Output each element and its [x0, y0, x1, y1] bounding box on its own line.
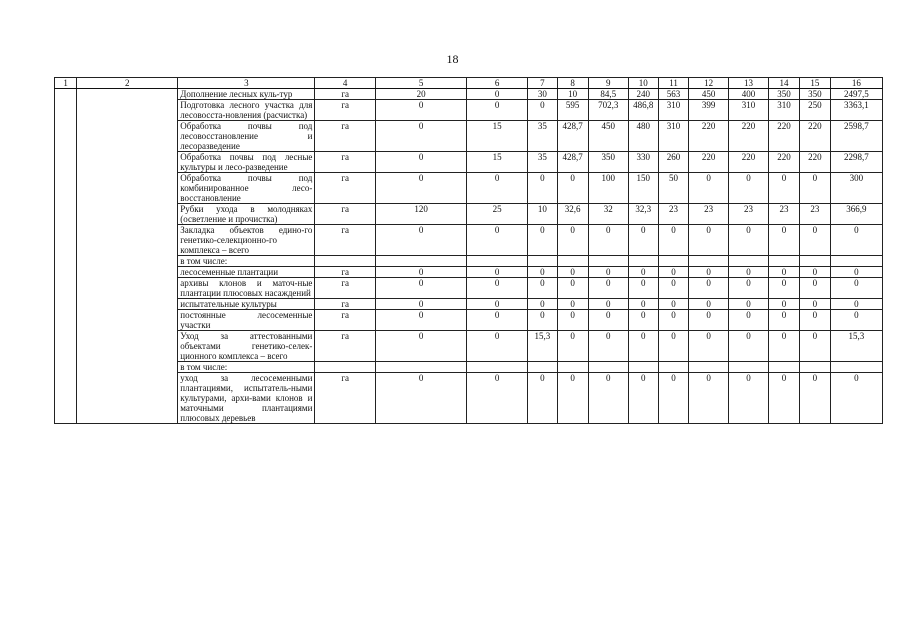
column-header-5: 5: [375, 78, 466, 89]
value-cell-col8: [557, 256, 588, 267]
value-cell-col11: [658, 362, 689, 373]
value-cell-col6: 0: [467, 331, 528, 362]
table-row: [55, 152, 883, 173]
value-cell-col15: [799, 256, 830, 267]
table-row: [55, 256, 883, 267]
column-header-13: 13: [728, 78, 768, 89]
value-cell-col10: [628, 256, 658, 267]
value-cell-col11: 50: [658, 173, 689, 204]
value-cell-col14: 0: [769, 310, 800, 331]
column-header-15: 15: [799, 78, 830, 89]
value-cell-col12: 450: [689, 89, 728, 100]
row-name-cell: постоянные лесосеменные участки: [178, 310, 315, 331]
value-cell-col6: [467, 256, 528, 267]
unit-cell: га: [315, 89, 376, 100]
value-cell-col15: 0: [799, 173, 830, 204]
value-cell-col13: 220: [728, 152, 768, 173]
table-row: [55, 331, 883, 362]
empty-cell-col1: [55, 100, 77, 121]
value-cell-col13: 310: [728, 100, 768, 121]
value-cell-col16: 0: [830, 299, 882, 310]
table-row: [55, 121, 883, 152]
row-name-cell: Подготовка лесного участка для лесовосста-новления (расчистка): [178, 100, 315, 121]
value-cell-col7: 30: [527, 89, 557, 100]
value-cell-col13: 0: [728, 173, 768, 204]
value-cell-col14: 0: [769, 278, 800, 299]
column-header-2: 2: [77, 78, 178, 89]
empty-cell-col2: [77, 152, 178, 173]
column-header-1: 1: [55, 78, 77, 89]
value-cell-col15: 0: [799, 225, 830, 256]
empty-cell-col2: [77, 278, 178, 299]
value-cell-col16: [830, 362, 882, 373]
value-cell-col15: 23: [799, 204, 830, 225]
empty-cell-col2: [77, 331, 178, 362]
unit-cell: га: [315, 373, 376, 424]
value-cell-col11: 0: [658, 373, 689, 424]
value-cell-col6: 0: [467, 267, 528, 278]
row-name-cell: Уход за аттестованными объектами генетико-селек-ционного комплекса – всего: [178, 331, 315, 362]
unit-cell: га: [315, 173, 376, 204]
column-header-4: 4: [315, 78, 376, 89]
value-cell-col16: 300: [830, 173, 882, 204]
empty-cell-col1: [55, 225, 77, 256]
value-cell-col5: [375, 256, 466, 267]
value-cell-col15: 0: [799, 373, 830, 424]
table-row: [55, 278, 883, 299]
empty-cell-col1: [55, 256, 77, 267]
value-cell-col11: 0: [658, 310, 689, 331]
empty-cell-col1: [55, 173, 77, 204]
value-cell-col9: 0: [588, 331, 628, 362]
value-cell-col15: 0: [799, 267, 830, 278]
value-cell-col9: 0: [588, 299, 628, 310]
column-header-3: 3: [178, 78, 315, 89]
table-row: [55, 225, 883, 256]
header-row: [55, 78, 883, 89]
value-cell-col15: 220: [799, 152, 830, 173]
empty-cell-col2: [77, 204, 178, 225]
value-cell-col16: 15,3: [830, 331, 882, 362]
row-name-cell: испытательные культуры: [178, 299, 315, 310]
value-cell-col13: 0: [728, 225, 768, 256]
value-cell-col11: [658, 256, 689, 267]
empty-cell-col2: [77, 225, 178, 256]
value-cell-col15: [799, 362, 830, 373]
value-cell-col8: 0: [557, 173, 588, 204]
column-header-11: 11: [658, 78, 689, 89]
value-cell-col16: 366,9: [830, 204, 882, 225]
value-cell-col11: 0: [658, 331, 689, 362]
value-cell-col9: 350: [588, 152, 628, 173]
value-cell-col6: 0: [467, 299, 528, 310]
table-row: [55, 310, 883, 331]
value-cell-col16: 0: [830, 278, 882, 299]
unit-cell: га: [315, 152, 376, 173]
table-row: [55, 204, 883, 225]
value-cell-col7: 0: [527, 373, 557, 424]
value-cell-col12: 0: [689, 225, 728, 256]
value-cell-col9: 32: [588, 204, 628, 225]
value-cell-col15: 220: [799, 121, 830, 152]
row-name-cell: Обработка почвы под комбинированное лесо-восстановление: [178, 173, 315, 204]
row-name-cell: уход за лесосеменными плантациями, испытатель-ными культурами, архи-вами клонов и маточными плантациями плюсовых деревьев: [178, 373, 315, 424]
empty-cell-col2: [77, 89, 178, 100]
value-cell-col7: 35: [527, 152, 557, 173]
unit-cell: га: [315, 100, 376, 121]
empty-cell-col1: [55, 278, 77, 299]
empty-cell-col1: [55, 331, 77, 362]
value-cell-col14: 0: [769, 267, 800, 278]
value-cell-col6: [467, 362, 528, 373]
column-header-8: 8: [557, 78, 588, 89]
value-cell-col5: 0: [375, 331, 466, 362]
value-cell-col16: [830, 256, 882, 267]
row-name-cell: в том числе:: [178, 362, 315, 373]
value-cell-col14: 23: [769, 204, 800, 225]
row-name-cell: Закладка объектов едино-го генетико-селекционно-го комплекса – всего: [178, 225, 315, 256]
value-cell-col12: 0: [689, 331, 728, 362]
value-cell-col5: 0: [375, 121, 466, 152]
value-cell-col14: 220: [769, 152, 800, 173]
table-body: [55, 89, 883, 424]
value-cell-col7: 0: [527, 100, 557, 121]
value-cell-col15: 250: [799, 100, 830, 121]
value-cell-col12: [689, 256, 728, 267]
value-cell-col8: 0: [557, 310, 588, 331]
value-cell-col6: 15: [467, 152, 528, 173]
value-cell-col10: 480: [628, 121, 658, 152]
value-cell-col9: [588, 362, 628, 373]
value-cell-col8: 428,7: [557, 152, 588, 173]
value-cell-col8: 0: [557, 267, 588, 278]
value-cell-col13: 0: [728, 310, 768, 331]
value-cell-col16: 2497,5: [830, 89, 882, 100]
value-cell-col8: 0: [557, 278, 588, 299]
table-row: [55, 100, 883, 121]
value-cell-col14: 0: [769, 173, 800, 204]
value-cell-col10: 0: [628, 299, 658, 310]
value-cell-col6: 0: [467, 100, 528, 121]
column-header-12: 12: [689, 78, 728, 89]
value-cell-col13: 0: [728, 278, 768, 299]
value-cell-col10: 240: [628, 89, 658, 100]
empty-cell-col1: [55, 362, 77, 373]
value-cell-col13: 0: [728, 373, 768, 424]
value-cell-col15: 0: [799, 299, 830, 310]
value-cell-col9: 0: [588, 278, 628, 299]
value-cell-col6: 0: [467, 373, 528, 424]
value-cell-col11: 310: [658, 121, 689, 152]
value-cell-col5: 0: [375, 373, 466, 424]
value-cell-col5: 0: [375, 278, 466, 299]
value-cell-col10: 150: [628, 173, 658, 204]
value-cell-col12: 0: [689, 299, 728, 310]
value-cell-col9: 450: [588, 121, 628, 152]
value-cell-col16: 0: [830, 373, 882, 424]
column-header-16: 16: [830, 78, 882, 89]
value-cell-col12: 0: [689, 267, 728, 278]
value-cell-col7: 0: [527, 278, 557, 299]
unit-cell: га: [315, 267, 376, 278]
unit-cell: га: [315, 121, 376, 152]
value-cell-col10: 0: [628, 331, 658, 362]
value-cell-col10: 0: [628, 278, 658, 299]
value-cell-col5: 0: [375, 173, 466, 204]
unit-cell: га: [315, 204, 376, 225]
value-cell-col12: 0: [689, 373, 728, 424]
value-cell-col14: 0: [769, 225, 800, 256]
row-name-cell: Дополнение лесных куль-тур: [178, 89, 315, 100]
value-cell-col8: 10: [557, 89, 588, 100]
value-cell-col7: [527, 256, 557, 267]
value-cell-col9: 84,5: [588, 89, 628, 100]
value-cell-col15: 0: [799, 278, 830, 299]
value-cell-col12: 0: [689, 173, 728, 204]
value-cell-col15: 350: [799, 89, 830, 100]
value-cell-col15: 0: [799, 310, 830, 331]
value-cell-col10: 32,3: [628, 204, 658, 225]
value-cell-col14: [769, 362, 800, 373]
value-cell-col6: 0: [467, 278, 528, 299]
empty-cell-col2: [77, 121, 178, 152]
value-cell-col16: 2598,7: [830, 121, 882, 152]
empty-cell-col1: [55, 152, 77, 173]
value-cell-col5: 20: [375, 89, 466, 100]
unit-cell: [315, 362, 376, 373]
value-cell-col14: 310: [769, 100, 800, 121]
value-cell-col15: 0: [799, 331, 830, 362]
value-cell-col11: 310: [658, 100, 689, 121]
value-cell-col6: 25: [467, 204, 528, 225]
value-cell-col14: 0: [769, 299, 800, 310]
column-header-9: 9: [588, 78, 628, 89]
value-cell-col10: [628, 362, 658, 373]
value-cell-col10: 330: [628, 152, 658, 173]
empty-cell-col2: [77, 267, 178, 278]
empty-cell-col2: [77, 173, 178, 204]
value-cell-col11: 0: [658, 225, 689, 256]
value-cell-col5: 0: [375, 152, 466, 173]
value-cell-col11: 0: [658, 299, 689, 310]
value-cell-col9: 0: [588, 225, 628, 256]
value-cell-col5: 0: [375, 299, 466, 310]
value-cell-col6: 0: [467, 225, 528, 256]
value-cell-col13: [728, 362, 768, 373]
value-cell-col9: [588, 256, 628, 267]
value-cell-col11: 0: [658, 267, 689, 278]
value-cell-col12: 0: [689, 278, 728, 299]
unit-cell: га: [315, 278, 376, 299]
value-cell-col16: 0: [830, 225, 882, 256]
row-name-cell: Рубки ухода в молодняках (осветление и прочистка): [178, 204, 315, 225]
value-cell-col7: 0: [527, 267, 557, 278]
value-cell-col11: 23: [658, 204, 689, 225]
value-cell-col16: 3363,1: [830, 100, 882, 121]
value-cell-col16: 0: [830, 310, 882, 331]
empty-cell-col1: [55, 299, 77, 310]
column-header-7: 7: [527, 78, 557, 89]
page-number: 18: [446, 52, 459, 66]
empty-cell-col2: [77, 310, 178, 331]
value-cell-col7: 0: [527, 225, 557, 256]
value-cell-col8: 595: [557, 100, 588, 121]
value-cell-col8: [557, 362, 588, 373]
value-cell-col7: 0: [527, 299, 557, 310]
value-cell-col12: 220: [689, 152, 728, 173]
column-header-14: 14: [769, 78, 800, 89]
value-cell-col5: 0: [375, 100, 466, 121]
table-row: [55, 299, 883, 310]
empty-cell-col1: [55, 121, 77, 152]
value-cell-col5: 0: [375, 310, 466, 331]
value-cell-col8: 428,7: [557, 121, 588, 152]
value-cell-col12: [689, 362, 728, 373]
row-name-cell: архивы клонов и маточ-ные плантации плюсовых насаждений: [178, 278, 315, 299]
value-cell-col16: 2298,7: [830, 152, 882, 173]
value-cell-col12: 220: [689, 121, 728, 152]
value-cell-col8: 0: [557, 299, 588, 310]
value-cell-col10: 486,8: [628, 100, 658, 121]
table-row: [55, 373, 883, 424]
value-cell-col11: 260: [658, 152, 689, 173]
table-row: [55, 362, 883, 373]
value-cell-col13: 0: [728, 331, 768, 362]
value-cell-col9: 0: [588, 373, 628, 424]
empty-cell-col2: [77, 362, 178, 373]
value-cell-col13: 220: [728, 121, 768, 152]
row-name-cell: Обработка почвы под лесные культуры и лесо-разведение: [178, 152, 315, 173]
value-cell-col13: 400: [728, 89, 768, 100]
value-cell-col7: 0: [527, 173, 557, 204]
empty-cell-col1: [55, 204, 77, 225]
value-cell-col13: 0: [728, 267, 768, 278]
row-name-cell: в том числе:: [178, 256, 315, 267]
row-name-cell: Обработка почвы под лесовосстановление и лесоразведение: [178, 121, 315, 152]
column-header-6: 6: [467, 78, 528, 89]
table-row: [55, 173, 883, 204]
empty-cell-col1: [55, 89, 77, 100]
value-cell-col13: [728, 256, 768, 267]
value-cell-col5: 0: [375, 267, 466, 278]
value-cell-col6: 0: [467, 89, 528, 100]
empty-cell-col2: [77, 100, 178, 121]
unit-cell: га: [315, 225, 376, 256]
value-cell-col14: 220: [769, 121, 800, 152]
table-row: [55, 267, 883, 278]
value-cell-col7: 0: [527, 310, 557, 331]
value-cell-col6: 0: [467, 173, 528, 204]
value-cell-col8: 0: [557, 331, 588, 362]
value-cell-col8: 0: [557, 373, 588, 424]
unit-cell: га: [315, 299, 376, 310]
empty-cell-col1: [55, 267, 77, 278]
value-cell-col6: 0: [467, 310, 528, 331]
empty-cell-col1: [55, 310, 77, 331]
value-cell-col10: 0: [628, 225, 658, 256]
value-cell-col13: 0: [728, 299, 768, 310]
unit-cell: га: [315, 310, 376, 331]
value-cell-col7: 35: [527, 121, 557, 152]
unit-cell: га: [315, 331, 376, 362]
value-cell-col10: 0: [628, 267, 658, 278]
empty-cell-col2: [77, 256, 178, 267]
value-cell-col12: 399: [689, 100, 728, 121]
empty-cell-col2: [77, 373, 178, 424]
value-cell-col14: 0: [769, 331, 800, 362]
value-cell-col12: 0: [689, 310, 728, 331]
value-cell-col14: 0: [769, 373, 800, 424]
value-cell-col9: 702,3: [588, 100, 628, 121]
value-cell-col11: 0: [658, 278, 689, 299]
column-header-10: 10: [628, 78, 658, 89]
value-cell-col9: 100: [588, 173, 628, 204]
value-cell-col7: 10: [527, 204, 557, 225]
value-cell-col14: [769, 256, 800, 267]
value-cell-col10: 0: [628, 373, 658, 424]
unit-cell: [315, 256, 376, 267]
table-row: [55, 89, 883, 100]
value-cell-col5: 120: [375, 204, 466, 225]
value-cell-col7: [527, 362, 557, 373]
data-table: [54, 77, 883, 424]
value-cell-col13: 23: [728, 204, 768, 225]
value-cell-col5: 0: [375, 225, 466, 256]
value-cell-col8: 0: [557, 225, 588, 256]
value-cell-col10: 0: [628, 310, 658, 331]
value-cell-col5: [375, 362, 466, 373]
value-cell-col11: 563: [658, 89, 689, 100]
value-cell-col12: 23: [689, 204, 728, 225]
value-cell-col8: 32,6: [557, 204, 588, 225]
empty-cell-col2: [77, 299, 178, 310]
value-cell-col9: 0: [588, 267, 628, 278]
empty-cell-col1: [55, 373, 77, 424]
value-cell-col14: 350: [769, 89, 800, 100]
value-cell-col9: 0: [588, 310, 628, 331]
value-cell-col16: 0: [830, 267, 882, 278]
row-name-cell: лесосеменные плантации: [178, 267, 315, 278]
value-cell-col6: 15: [467, 121, 528, 152]
value-cell-col7: 15,3: [527, 331, 557, 362]
